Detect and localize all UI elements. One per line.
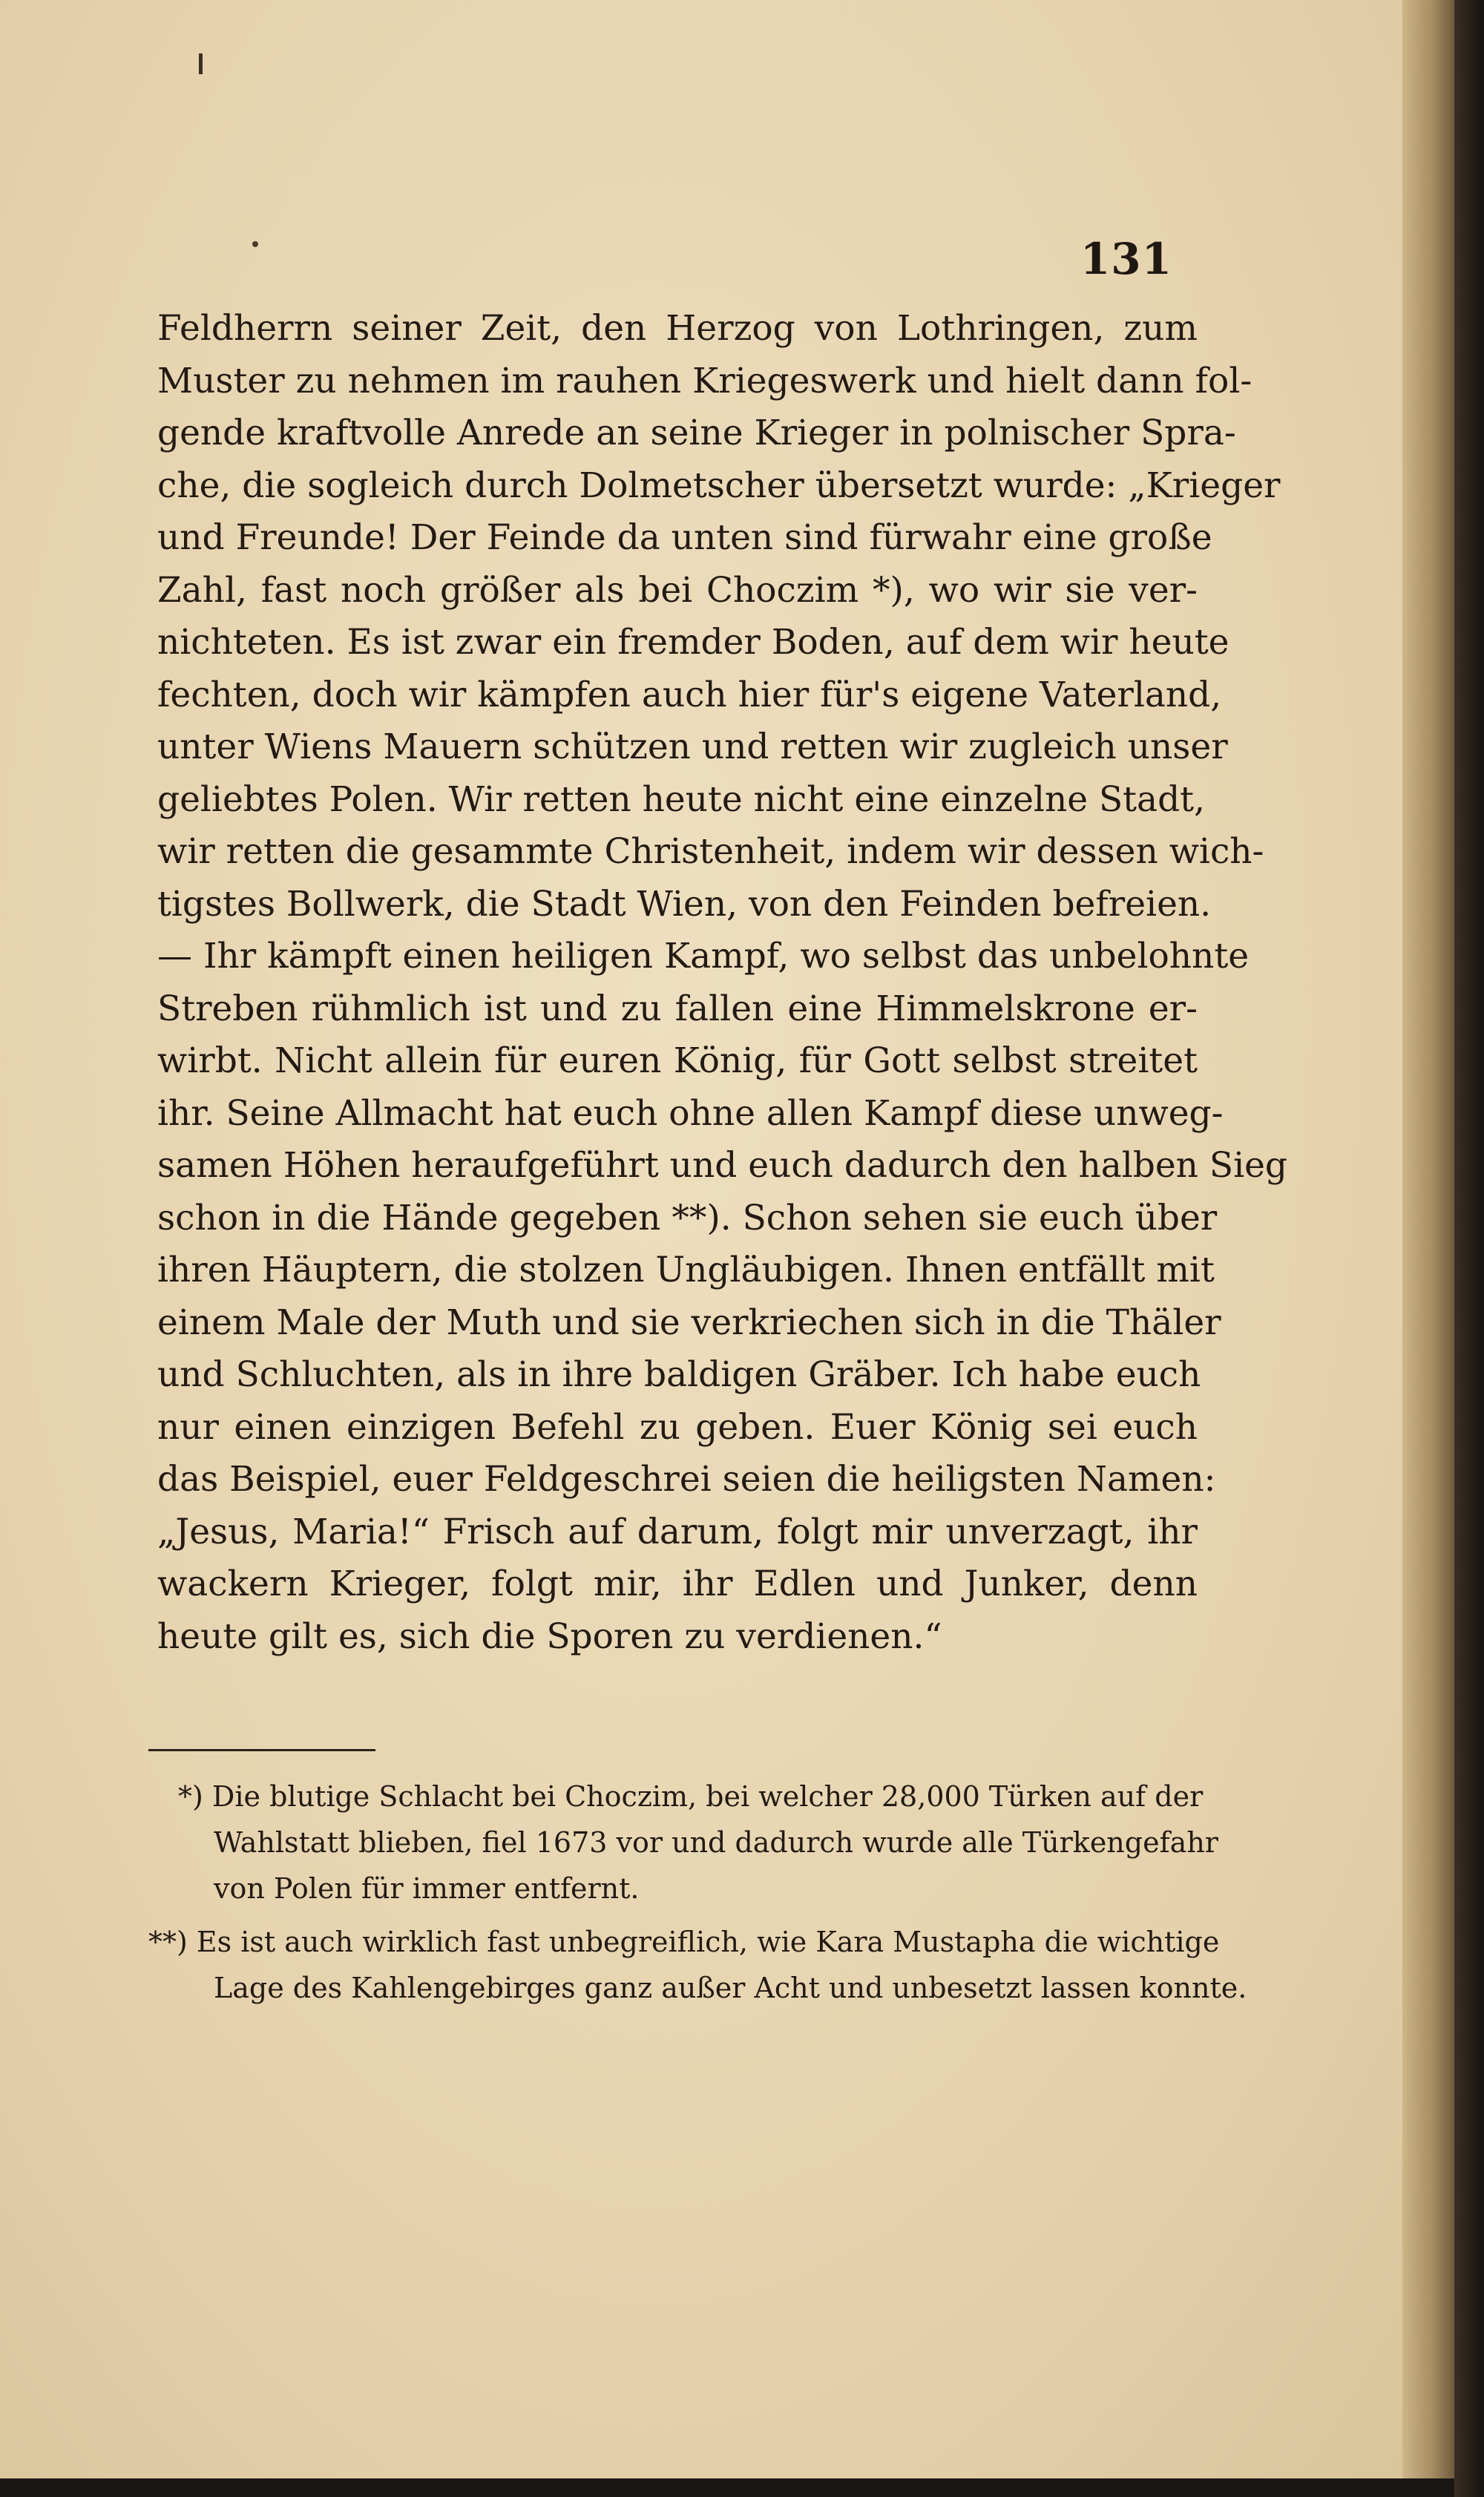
body-line: nichteten. Es ist zwar ein fremder Boden, auf dem wir heute <box>157 622 1229 663</box>
body-line: Streben rühmlich ist und zu fallen eine Himmelskrone er- <box>157 988 1198 1029</box>
footnote-1-line: Wahlstatt blieben, fiel 1673 vor und dadurch wurde alle Türkengefahr <box>214 1826 1218 1859</box>
body-line-last: heute gilt es, sich die Sporen zu verdienen.“ <box>157 1615 942 1657</box>
body-line: tigstes Bollwerk, die Stadt Wien, von den Feinden befreien. <box>157 883 1212 925</box>
footnote-1-line: *) Die blutige Schlacht bei Choczim, bei welcher 28,000 Türken auf der <box>178 1780 1204 1813</box>
body-line: „Jesus, Maria!“ Frisch auf darum, folgt mir unverzagt, ihr <box>157 1511 1198 1552</box>
footnote-2-line: Lage des Kahlengebirges ganz außer Acht und unbesetzt lassen konnte. <box>214 1972 1247 2004</box>
body-line: samen Höhen heraufgeführt und euch dadurch den halben Sieg <box>157 1145 1288 1186</box>
book-spine-edge <box>1454 0 1484 2497</box>
page-gutter-shadow <box>1402 0 1454 2478</box>
body-line: einem Male der Muth und sie verkriechen sich in die Thäler <box>157 1302 1221 1343</box>
body-text <box>157 303 1288 1663</box>
body-line: unter Wiens Mauern schützen und retten wir zugleich unser <box>157 726 1228 767</box>
body-line: wackern Krieger, folgt mir, ihr Edlen und Junker, denn <box>157 1564 1198 1604</box>
footnote-2-line: **) Es ist auch wirklich fast unbegreiflich, wie Kara Mustapha die wichtige <box>148 1926 1220 1958</box>
body-line: fechten, doch wir kämpfen auch hier für's eigene Vaterland, <box>157 674 1222 715</box>
body-line: ihr. Seine Allmacht hat euch ohne allen Kampf diese unweg- <box>157 1092 1224 1134</box>
body-line: Feldherrn seiner Zeit, den Herzog von Lothringen, zum <box>157 308 1198 349</box>
ink-mark <box>199 53 203 74</box>
body-line: — Ihr kämpft einen heiligen Kampf, wo selbst das unbelohnte <box>157 936 1250 977</box>
page-number: 131 <box>1080 234 1172 284</box>
body-line: nur einen einzigen Befehl zu geben. Euer König sei euch <box>157 1406 1198 1448</box>
ink-dot <box>252 241 258 247</box>
body-line: das Beispiel, euer Feldgeschrei seien die heiligsten Namen: <box>157 1459 1216 1500</box>
footnote-rule <box>148 1749 375 1751</box>
body-line: ihren Häuptern, die stolzen Ungläubigen. Ihnen entfällt mit <box>157 1250 1215 1290</box>
body-line: wirbt. Nicht allein für euren König, für Gott selbst streitet <box>157 1040 1198 1081</box>
body-line: Muster zu nehmen im rauhen Kriegeswerk und hielt dann fol- <box>157 360 1252 401</box>
body-line: und Freunde! Der Feinde da unten sind fürwahr eine große <box>157 517 1212 558</box>
body-line: gende kraftvolle Anrede an seine Krieger in polnischer Spra- <box>157 413 1236 453</box>
body-line: und Schluchten, als in ihre baldigen Gräber. Ich habe euch <box>157 1354 1201 1395</box>
footnote-1-line: von Polen für immer entfernt. <box>214 1872 640 1905</box>
body-line: geliebtes Polen. Wir retten heute nicht eine einzelne Stadt, <box>157 778 1205 820</box>
body-line: wir retten die gesammte Christenheit, indem wir dessen wich- <box>157 831 1264 872</box>
footnotes <box>148 1774 1247 2011</box>
body-line: Zahl, fast noch größer als bei Choczim *), wo wir sie ver- <box>157 569 1198 611</box>
body-line: che, die sogleich durch Dolmetscher übersetzt wurde: „Krieger <box>157 465 1281 506</box>
body-line: schon in die Hände gegeben **). Schon sehen sie euch über <box>157 1197 1218 1238</box>
